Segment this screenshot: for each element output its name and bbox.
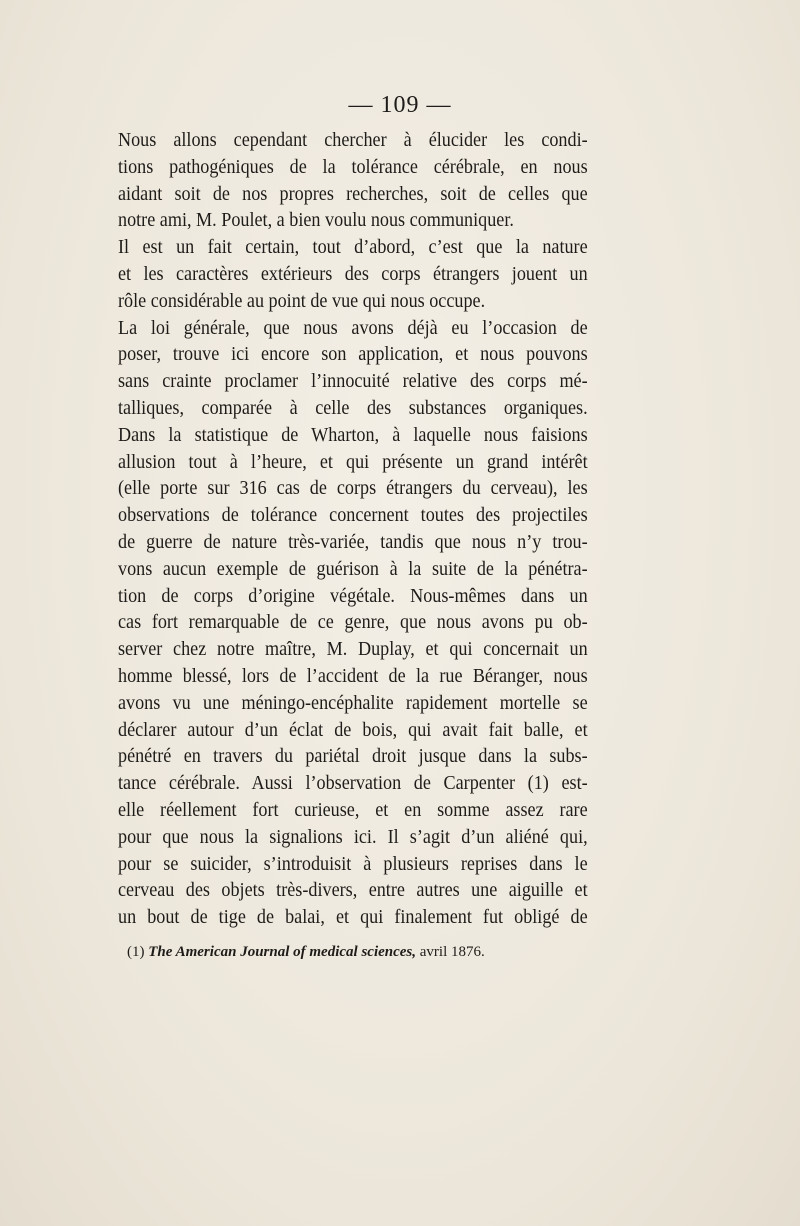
footnote-marker: (1) [127, 944, 145, 960]
text-line: aidant soit de nos propres recherches, soit de celles que [118, 183, 588, 205]
text-line: et les caractères extérieurs des corps étrangers jouent un [118, 263, 588, 285]
text-line: tion de corps d’origine végétale. Nous-mêmes dans un [118, 585, 588, 607]
footnote [127, 944, 485, 961]
text-line: cas fort remarquable de ce genre, que nous avons pu ob- [118, 612, 588, 634]
text-line: pénétré en travers du pariétal droit jusque dans la subs- [118, 746, 588, 768]
text-line: sans crainte proclamer l’innocuité relative des corps mé- [118, 371, 588, 393]
text-line: cerveau des objets très-divers, entre autres une aiguille et [118, 880, 588, 902]
text-line: observations de tolérance concernent toutes des projectiles [118, 505, 588, 527]
text-line: (elle porte sur 316 cas de corps étrangers du cerveau), les [118, 478, 588, 500]
footnote-date: avril 1876. [419, 944, 485, 960]
body-text [118, 128, 588, 932]
text-line: tions pathogéniques de la tolérance cérébrale, en nous [118, 156, 588, 178]
text-line: Il est un fait certain, tout d’abord, c’est que la nature [118, 237, 588, 259]
text-line: homme blessé, lors de l’accident de la rue Béranger, nous [118, 665, 588, 687]
page-number-header: — 109 — [348, 92, 452, 118]
text-line: Dans la statistique de Wharton, à laquelle nous faisions [118, 424, 588, 446]
text-line: avons vu une méningo-encéphalite rapidement mortelle se [118, 692, 588, 714]
text-line: allusion tout à l’heure, et qui présente un grand intérêt [118, 451, 588, 473]
text-line: poser, trouve ici encore son application, et nous pouvons [118, 344, 588, 366]
text-line: notre ami, M. Poulet, a bien voulu nous communiquer. [118, 210, 514, 232]
text-line: vons aucun exemple de guérison à la suite de la pénétra- [118, 558, 588, 580]
text-line: Nous allons cependant chercher à élucider les condi- [118, 130, 588, 151]
text-line: déclarer autour d’un éclat de bois, qui avait fait balle, et [118, 719, 588, 741]
text-line: rôle considérable au point de vue qui nous occupe. [118, 290, 486, 312]
text-line: server chez notre maître, M. Duplay, et qui concernait un [118, 639, 588, 661]
text-line: pour se suicider, s’introduisit à plusieurs reprises dans le [118, 853, 588, 875]
text-line: un bout de tige de balai, et qui finalement fut obligé de [118, 907, 588, 929]
footnote-title: The American Journal of medical sciences, [148, 944, 417, 960]
text-line: La loi générale, que nous avons déjà eu l’occasion de [118, 317, 588, 339]
text-line: de guerre de nature très-variée, tandis que nous n’y trou- [118, 531, 588, 553]
text-line: tance cérébrale. Aussi l’observation de Carpenter (1) est- [118, 773, 588, 795]
text-line: talliques, comparée à celle des substances organiques. [118, 397, 588, 419]
text-line: elle réellement fort curieuse, et en somme assez rare [118, 799, 588, 821]
text-line: pour que nous la signalions ici. Il s’agit d’un aliéné qui, [118, 826, 588, 848]
